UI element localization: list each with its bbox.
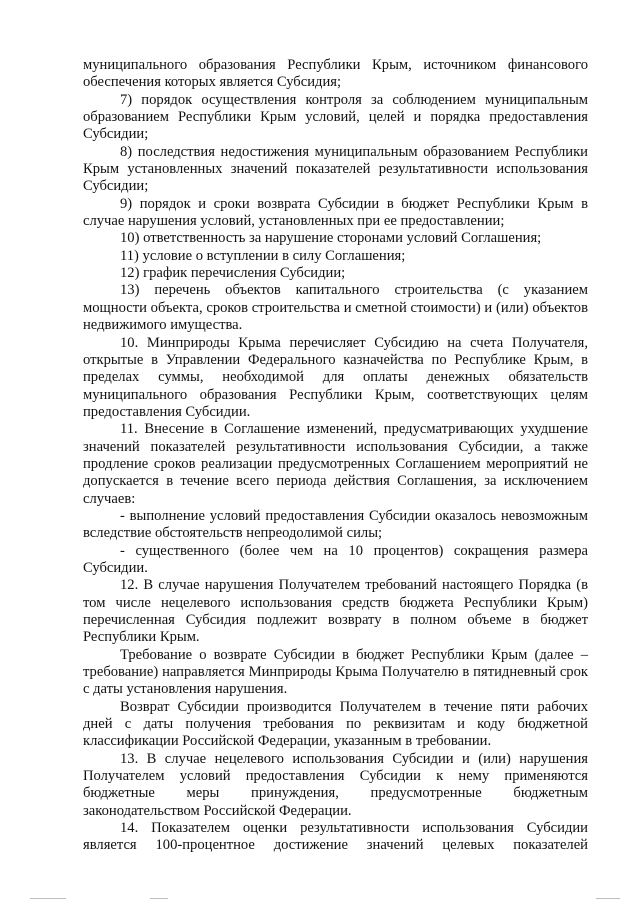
paragraph-4: 9) порядок и сроки возврата Субсидии в бюджет Республики Крым в случае нарушения условий, установленных при ее предоставлении; — [83, 195, 588, 230]
paragraph-16: 13. В случае нецелевого использования Субсидии и (или) нарушения Получателем условий предоставления Субсидии к нему применяются бюджетные меры принуждения, предусмотренные бюджетным законодательством Российской Федерации. — [83, 750, 588, 819]
paragraph-13: 12. В случае нарушения Получателем требований настоящего Порядка (в том числе нецелевого использования средств бюджета Республики Крым) перечисленная Субсидия подлежит возврату в полном объеме в бюджет Республики Крым. — [83, 577, 588, 646]
paragraph-6: 11) условие о вступлении в силу Соглашения; — [120, 247, 406, 264]
paragraph-7: 12) график перечисления Субсидии; — [120, 265, 346, 282]
paragraph-11: - выполнение условий предоставления Субсидии оказалось невозможным вследствие обстоятельств непреодолимой силы; — [83, 507, 588, 542]
paragraph-12: - существенного (более чем на 10 процентов) сокращения размера Субсидии. — [83, 542, 588, 576]
paragraph-3: 8) последствия недостижения муниципальным образованием Республики Крым установленных значений показателей результативности использования Субсидии; — [83, 143, 588, 195]
paragraph-15: Возврат Субсидии производится Получателем в течение пяти рабочих дней с даты получения требования по реквизитам и коду бюджетной классификации Российской Федерации, указанным в требовании. — [83, 698, 588, 750]
paragraph-8: 13) перечень объектов капитального строительства (с указанием мощности объекта, сроков строительства и сметной стоимости) и (или) объектов недвижимого имущества. — [83, 282, 588, 334]
paragraph-17: 14. Показателем оценки результативности использования Субсидии является 100-процентное достижение значений целевых показателей — [83, 820, 588, 854]
scan-mark — [150, 898, 168, 899]
scan-mark — [596, 898, 620, 899]
paragraph-9: 10. Минприроды Крыма перечисляет Субсидию на счета Получателя, открытые в Управлении Федерального казначейства по Республике Крым, в пределах суммы, необходимой для оплаты денежных обязательств муниципального образования Республики Крым, соответствующих целям предоставления Субсидии. — [83, 334, 588, 420]
scan-mark — [30, 898, 66, 899]
paragraph-1: муниципального образования Республики Крым, источником финансового обеспечения которых является Субсидия; — [83, 57, 588, 91]
paragraph-5: 10) ответственность за нарушение сторонами условий Соглашения; — [120, 230, 542, 247]
document-page — [83, 57, 588, 855]
scan-edge-marks — [30, 895, 620, 899]
paragraph-14: Требование о возврате Субсидии в бюджет Республики Крым (далее – требование) направляется Минприроды Крыма Получателю в пятидневный срок с даты установления нарушения. — [83, 646, 588, 698]
paragraph-10: 11. Внесение в Соглашение изменений, предусматривающих ухудшение значений показателей результативности использования Субсидии, а также продление сроков реализации предусмотренных Соглашением мероприятий не допускается в течение всего периода действия Соглашения, за исключением случаев: — [83, 421, 588, 507]
paragraph-2: 7) порядок осуществления контроля за соблюдением муниципальным образованием Республики Крым условий, целей и порядка предоставления Субсидии; — [83, 91, 588, 143]
